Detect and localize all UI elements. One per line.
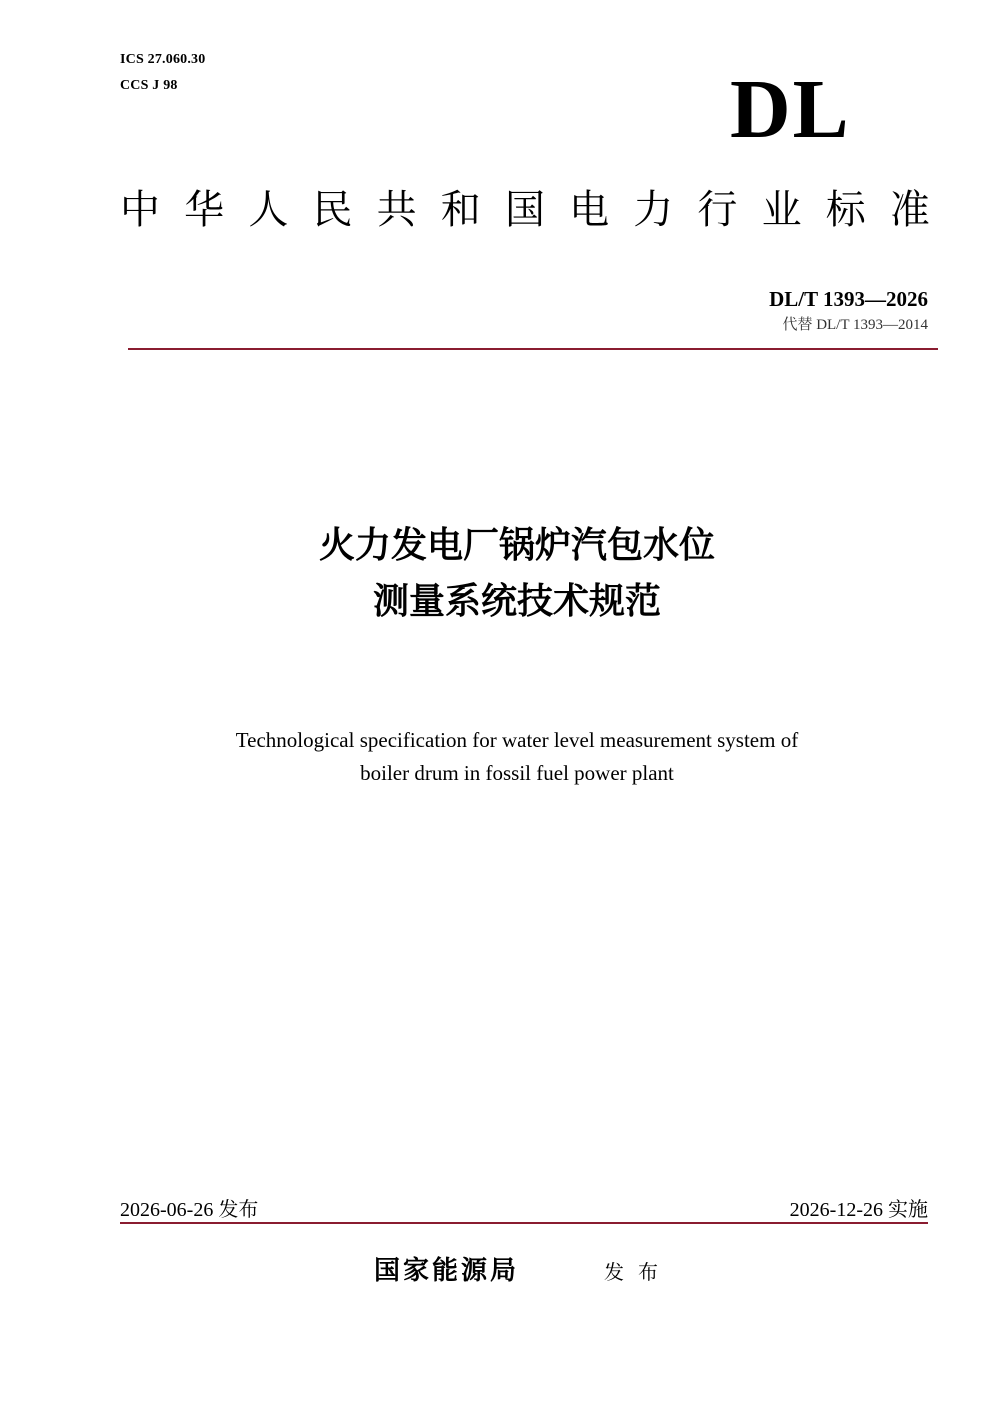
dl-logo: DL bbox=[730, 63, 851, 156]
standard-type-char: 国 bbox=[504, 187, 545, 233]
standard-type-heading bbox=[120, 184, 930, 236]
standard-type-char: 力 bbox=[633, 187, 674, 233]
chinese-title-line-1: 火力发电厂锅炉汽包水位 bbox=[318, 525, 715, 566]
standard-type-char: 华 bbox=[184, 187, 225, 233]
implementation-date: 2026-12-26 实施 bbox=[789, 1199, 928, 1221]
standard-type-char: 准 bbox=[889, 187, 930, 233]
top-divider bbox=[128, 348, 938, 350]
standard-number: DL/T 1393—2026 bbox=[769, 287, 928, 311]
standard-type-char: 标 bbox=[825, 187, 866, 233]
english-title-line-1: Technological specification for water level measurement system of bbox=[235, 728, 799, 752]
standard-type-char: 民 bbox=[312, 187, 353, 233]
standard-type-char: 业 bbox=[761, 187, 802, 233]
bottom-divider bbox=[120, 1222, 928, 1224]
standard-type-char: 电 bbox=[569, 187, 610, 233]
standard-type-char: 和 bbox=[440, 187, 481, 233]
publisher-name: 国家能源局 bbox=[374, 1256, 520, 1286]
standard-type-char: 人 bbox=[248, 187, 289, 233]
ccs-code: CCS J 98 bbox=[120, 78, 178, 93]
standard-type-char: 中 bbox=[120, 187, 160, 233]
chinese-title-line-2: 测量系统技术规范 bbox=[372, 581, 661, 622]
english-title-line-2: boiler drum in fossil fuel power plant bbox=[360, 761, 674, 785]
replaces-note: 代替 DL/T 1393—2014 bbox=[782, 317, 928, 333]
ics-code: ICS 27.060.30 bbox=[120, 52, 206, 67]
standard-type-char: 行 bbox=[697, 187, 738, 233]
standard-type-char: 共 bbox=[376, 187, 417, 233]
publish-label: 发布 bbox=[604, 1260, 672, 1284]
issue-date: 2026-06-26 发布 bbox=[120, 1199, 259, 1221]
